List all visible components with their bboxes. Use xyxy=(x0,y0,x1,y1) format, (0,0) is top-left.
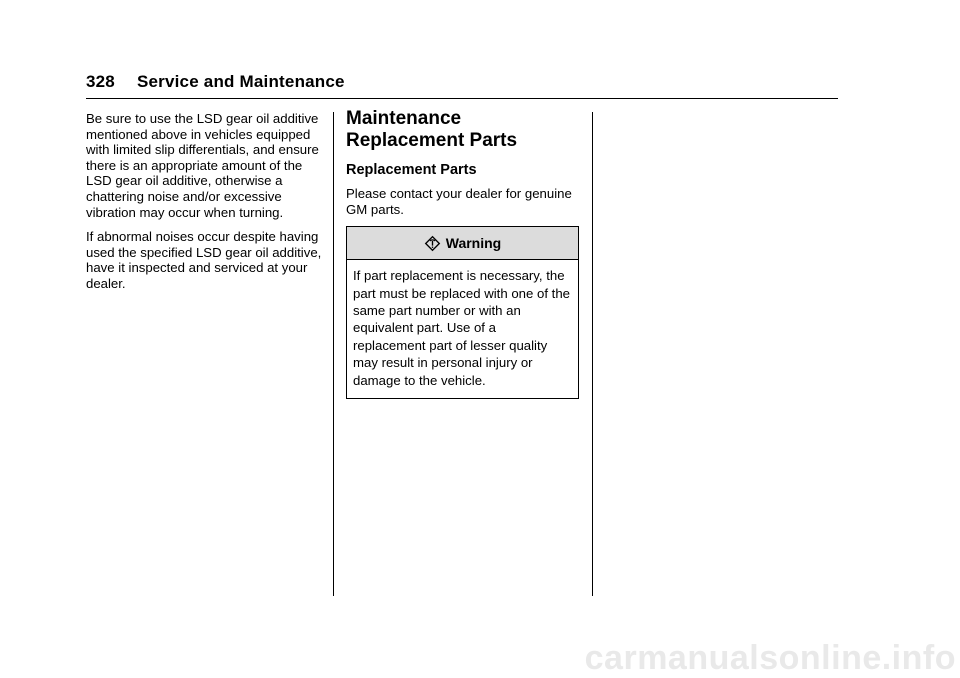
warning-symbol-icon xyxy=(424,235,441,252)
abnormal-noise-paragraph: If abnormal noises occur despite having used the specified LSD gear oil additive, have it inspected and serviced at your dealer. xyxy=(86,229,322,291)
warning-body xyxy=(347,260,578,398)
section-title: Service and Maintenance xyxy=(136,72,345,91)
column-2 xyxy=(346,108,579,399)
page-number: 328 xyxy=(86,72,115,91)
page-header xyxy=(86,72,345,92)
column-1 xyxy=(86,111,322,301)
column-divider-2 xyxy=(592,112,593,596)
subheading: Replacement Parts xyxy=(346,162,477,178)
warning-header xyxy=(347,227,578,260)
warning-box xyxy=(346,226,579,399)
section-heading xyxy=(346,108,579,152)
watermark: carmanualsonline.info xyxy=(584,639,956,677)
warning-text: If part replacement is necessary, the part must be replaced with one of the same part number or with an equivalent part. Use of a replacement part of lesser quality may result in personal injury or damage to the vehicle. xyxy=(353,268,570,388)
intro-paragraph: Please contact your dealer for genuine GM parts. xyxy=(346,186,572,217)
warning-title: Warning xyxy=(445,235,502,252)
lsd-additive-paragraph: Be sure to use the LSD gear oil additive mentioned above in vehicles equipped with limited slip differentials, and ensure there is an appropriate amount of the LSD gear oil additive, otherwise a chattering noise and/or excessive vibration may occur when turning. xyxy=(86,111,319,220)
section-heading-line1: Maintenance xyxy=(346,108,462,129)
column-divider-1 xyxy=(333,112,334,596)
section-heading-line2: Replacement Parts xyxy=(346,130,518,151)
header-divider xyxy=(86,98,838,99)
